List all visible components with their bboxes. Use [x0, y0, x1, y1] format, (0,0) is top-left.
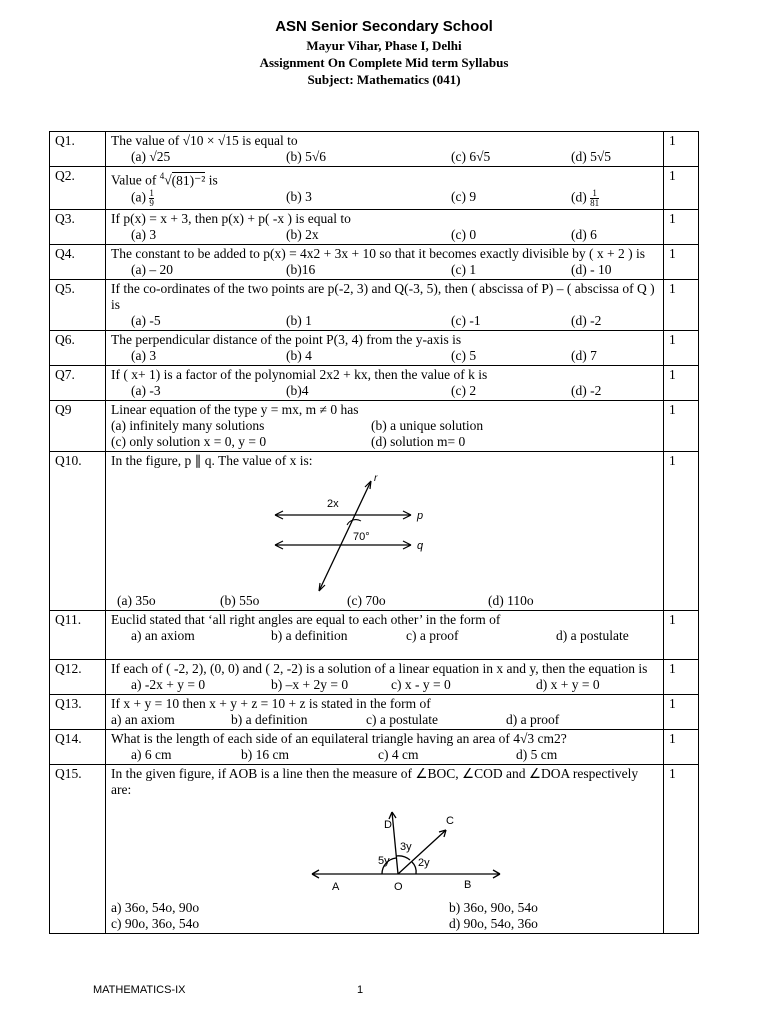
question-marks: 1 — [664, 451, 699, 610]
option-a: a) an axiom — [131, 627, 195, 643]
option-c: (c) 5 — [451, 347, 477, 363]
option-b: (b)16 — [286, 261, 316, 277]
question-marks: 1 — [664, 365, 699, 400]
question-body — [106, 132, 664, 167]
question-marks: 1 — [664, 330, 699, 365]
footer-subject: MATHEMATICS-IX — [93, 984, 186, 996]
option-c: (c) 70o — [347, 592, 386, 608]
question-body — [106, 167, 664, 210]
question-row-q14 — [50, 729, 699, 764]
angle-label-70: 70° — [353, 530, 370, 543]
question-row-q2 — [50, 167, 699, 210]
question-number: Q5. — [50, 279, 106, 330]
option-c: (c) only solution x = 0, y = 0 — [111, 433, 267, 449]
option-d: (d) 5√5 — [571, 149, 612, 164]
angle-label-2x: 2x — [327, 497, 339, 510]
question-text: The value of √10 × √15 is equal to — [111, 133, 298, 148]
ray-od — [392, 812, 398, 874]
assignment-title: Assignment On Complete Mid term Syllabus — [259, 55, 509, 70]
options — [111, 712, 659, 728]
option-c: (c) -1 — [451, 312, 481, 328]
option-a: a) 36o, 54o, 90o — [111, 899, 200, 915]
option-c: c) 4 cm — [378, 746, 419, 762]
options — [111, 262, 659, 278]
school-address: Mayur Vihar, Phase I, Delhi — [306, 38, 462, 53]
option-a: (a) 3 — [131, 347, 157, 363]
option-a: (a) 35o — [117, 592, 156, 608]
option-b: (b) a unique solution — [371, 417, 484, 433]
question-marks: 1 — [664, 400, 699, 451]
question-number: Q11. — [50, 610, 106, 659]
question-number: Q15. — [50, 764, 106, 933]
option-d: d) 90o, 54o, 36o — [449, 915, 538, 931]
option-d: (d) 7 — [571, 347, 597, 363]
question-row-q12 — [50, 659, 699, 694]
question-text: If ( x+ 1) is a factor of the polynomial 2x2 + kx, then the value of k is — [111, 366, 488, 382]
option-c: (c) 2 — [451, 382, 477, 398]
option-b: (b) 2x — [286, 226, 319, 242]
options — [111, 227, 659, 243]
options — [111, 628, 659, 644]
option-a: (a) – 20 — [131, 261, 173, 277]
label-b: B — [464, 878, 472, 891]
option-a: (a) 3 — [131, 226, 157, 242]
question-marks: 1 — [664, 659, 699, 694]
question-row-q13 — [50, 694, 699, 729]
question-number: Q9 — [50, 400, 106, 451]
option-a: a) -2x + y = 0 — [131, 676, 206, 692]
option-b: (b) 3 — [286, 188, 312, 204]
question-body — [106, 729, 664, 764]
fraction-one-ninth: $\frac{1}{9}$ — [149, 187, 154, 208]
label-q: q — [417, 539, 424, 552]
label-3y: 3y — [400, 840, 412, 853]
question-number: Q13. — [50, 694, 106, 729]
question-text: Value of $^4$√(81)⁻² is — [111, 171, 218, 188]
question-text: In the figure, p ∥ q. The value of x is: — [111, 452, 313, 468]
label-2y: 2y — [418, 856, 430, 869]
label-d: D — [384, 818, 392, 831]
question-text: If each of ( -2, 2), (0, 0) and ( 2, -2) is a solution of a linear equation in x and y, then the equation is — [111, 660, 648, 676]
option-d: (d) $\frac{1}{81}$ — [571, 187, 600, 208]
options — [111, 383, 659, 399]
school-name: ASN Senior Secondary School — [275, 18, 493, 35]
question-text: If x + y = 10 then x + y + z = 10 + z is stated in the form of — [111, 695, 431, 711]
option-b: b) 16 cm — [241, 746, 289, 762]
option-d: d) a postulate — [556, 627, 629, 643]
option-c: c) a proof — [406, 627, 459, 643]
parallel-lines-figure — [261, 473, 441, 593]
option-a: (a) $\frac{1}{9}$ — [131, 187, 154, 208]
option-b: b) 36o, 90o, 54o — [449, 899, 538, 915]
option-d: (d) - 10 — [571, 261, 612, 277]
label-o: O — [394, 880, 403, 893]
option-b: (b)4 — [286, 382, 309, 398]
option-b: b) a definition — [231, 711, 308, 727]
options — [111, 313, 659, 329]
question-number: Q10. — [50, 451, 106, 610]
question-text: Euclid stated that ‘all right angles are equal to each other’ in the form of — [111, 611, 501, 627]
question-row-q9 — [50, 400, 699, 451]
option-d: (d) 110o — [488, 592, 534, 608]
question-marks: 1 — [664, 209, 699, 244]
question-marks: 1 — [664, 694, 699, 729]
question-body — [106, 365, 664, 400]
root-index: 4 — [159, 171, 165, 181]
question-row-q1 — [50, 132, 699, 167]
options — [111, 593, 659, 609]
option-b: b) a definition — [271, 627, 348, 643]
option-b: (b) 4 — [286, 347, 312, 363]
question-number: Q4. — [50, 244, 106, 279]
option-a: (a) √25 — [131, 149, 171, 164]
option-c: (c) 1 — [451, 261, 477, 277]
question-number: Q2. — [50, 167, 106, 210]
question-body — [106, 400, 664, 451]
options — [111, 418, 659, 450]
option-d: d) x + y = 0 — [536, 676, 600, 692]
option-d: (d) 6 — [571, 226, 597, 242]
option-a: a) an axiom — [111, 711, 175, 727]
question-body — [106, 659, 664, 694]
question-text: In the given figure, if AOB is a line then the measure of ∠BOC, ∠COD and ∠DOA respectively are: — [111, 765, 639, 797]
page-number: 1 — [357, 984, 364, 996]
option-c: c) x - y = 0 — [391, 676, 451, 692]
question-marks: 1 — [664, 729, 699, 764]
arrowheads — [275, 481, 411, 591]
option-c: c) a postulate — [366, 711, 438, 727]
option-b: b) –x + 2y = 0 — [271, 676, 349, 692]
option-b: (b) 1 — [286, 312, 312, 328]
question-body — [106, 279, 664, 330]
question-body — [106, 244, 664, 279]
question-row-q15 — [50, 764, 699, 933]
label-5y: 5y — [378, 854, 390, 867]
question-body — [106, 209, 664, 244]
question-text: If the co-ordinates of the two points are p(-2, 3) and Q(-3, 5), then ( abscissa of P) – ( abscissa of Q ) is — [111, 280, 655, 312]
option-d: (d) -2 — [571, 382, 602, 398]
question-text: What is the length of each side of an equilateral triangle having an area of 4√3 cm2? — [111, 730, 567, 746]
question-body — [106, 451, 664, 610]
option-c: (c) 0 — [451, 226, 477, 242]
question-row-q11 — [50, 610, 699, 659]
label-c: C — [446, 814, 454, 827]
option-d: d) 5 cm — [516, 746, 558, 762]
label-r: r — [374, 472, 378, 484]
question-row-q7 — [50, 365, 699, 400]
question-number: Q14. — [50, 729, 106, 764]
question-row-q10 — [50, 451, 699, 610]
question-text: The perpendicular distance of the point P(3, 4) from the y-axis is — [111, 331, 462, 347]
question-marks: 1 — [664, 610, 699, 659]
options — [111, 677, 659, 693]
question-number: Q3. — [50, 209, 106, 244]
question-body — [106, 330, 664, 365]
option-d: (d) -2 — [571, 312, 602, 328]
question-row-q3 — [50, 209, 699, 244]
angle-arc — [347, 519, 361, 524]
question-body — [106, 610, 664, 659]
question-marks: 1 — [664, 167, 699, 210]
question-marks: 1 — [664, 279, 699, 330]
question-body — [106, 764, 664, 933]
option-c: (c) 9 — [451, 188, 477, 204]
arc-3y — [396, 855, 410, 859]
question-marks: 1 — [664, 132, 699, 167]
question-row-q4 — [50, 244, 699, 279]
root-body: (81)⁻² — [171, 172, 206, 188]
label-a: A — [332, 880, 340, 893]
option-c: c) 90o, 36o, 54o — [111, 915, 200, 931]
question-number: Q6. — [50, 330, 106, 365]
question-row-q6 — [50, 330, 699, 365]
subject-line: Subject: Mathematics (041) — [307, 72, 461, 87]
arc-2y — [412, 862, 416, 874]
angles-on-line-figure — [306, 800, 506, 900]
question-text: If p(x) = x + 3, then p(x) + p( -x ) is equal to — [111, 210, 351, 226]
options — [111, 747, 659, 763]
option-a: (a) -3 — [131, 382, 161, 398]
fraction-one-81: $\frac{1}{81}$ — [590, 187, 600, 208]
question-number: Q12. — [50, 659, 106, 694]
question-table — [49, 131, 699, 934]
question-marks: 1 — [664, 764, 699, 933]
option-b: (b) 5√6 — [286, 149, 327, 164]
option-b: (b) 55o — [220, 592, 260, 608]
label-p: p — [417, 509, 424, 522]
options — [111, 348, 659, 364]
options — [111, 900, 659, 932]
question-number: Q1. — [50, 132, 106, 167]
option-a: (a) -5 — [131, 312, 161, 328]
option-a: a) 6 cm — [131, 746, 172, 762]
options — [111, 149, 659, 165]
question-text: Linear equation of the type y = mx, m ≠ 0 has — [111, 401, 359, 417]
question-row-q5 — [50, 279, 699, 330]
option-d: (d) solution m= 0 — [371, 433, 466, 449]
question-body — [106, 694, 664, 729]
question-text: The constant to be added to p(x) = 4x2 + 3x + 10 so that it becomes exactly divisible by ( x + 2 ) is — [111, 245, 645, 261]
options — [111, 189, 659, 208]
option-d: d) a proof — [506, 711, 560, 727]
question-marks: 1 — [664, 244, 699, 279]
option-a: (a) infinitely many solutions — [111, 417, 265, 433]
option-c: (c) 6√5 — [451, 149, 491, 164]
question-number: Q7. — [50, 365, 106, 400]
